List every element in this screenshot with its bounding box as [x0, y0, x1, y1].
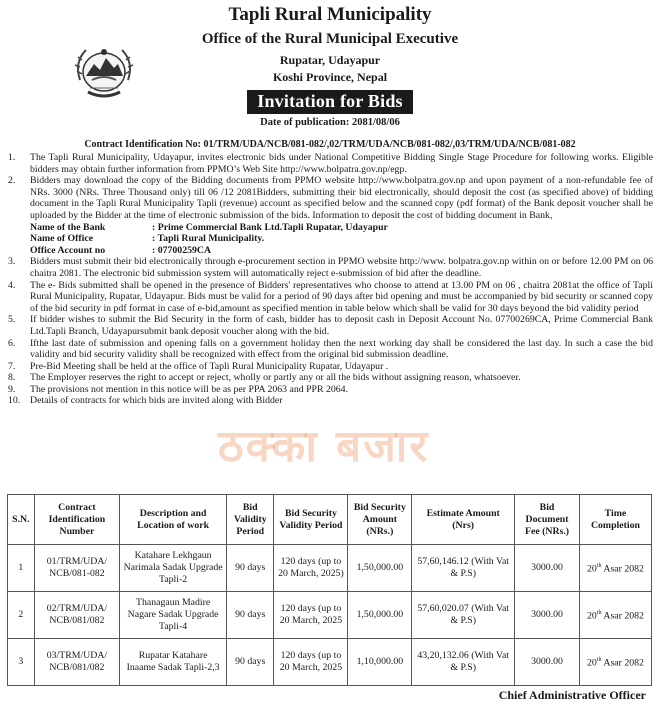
- cell-completion: 20th Asar 2082: [579, 639, 651, 686]
- office-name: Office of the Rural Municipal Executive: [201, 31, 459, 47]
- cell-security-amount: 1,50,000.00: [348, 592, 412, 639]
- office-value: : Tapli Rural Municipality.: [152, 233, 265, 245]
- cell-estimate: 57,60,020.07 (With Vat & P.S): [412, 592, 515, 639]
- watermark: ठक्का बजार: [218, 421, 430, 472]
- contracts-table: [7, 494, 652, 686]
- header-estimate: Estimate Amount (Nrs): [412, 495, 515, 545]
- cell-validity: 90 days: [227, 545, 274, 592]
- header-description: Description and Location of work: [120, 495, 227, 545]
- cell-security-validity: 120 days (up to 20 March, 2025: [274, 592, 348, 639]
- cell-sn: 3: [8, 639, 35, 686]
- cell-sn: 2: [8, 592, 35, 639]
- cell-security-amount: 1,10,000.00: [348, 639, 412, 686]
- table-row: [8, 545, 652, 592]
- cell-description: Thanagaun Madire Nagare Sadak Upgrade Tapli-4: [120, 592, 227, 639]
- signature-title: Chief Administrative Officer: [498, 688, 646, 702]
- bank-value: : Prime Commercial Bank Ltd.Tapli Rupatar, Udayapur: [152, 221, 388, 233]
- notice-header: [0, 0, 660, 140]
- header-bid-validity: Bid Validity Period: [227, 495, 274, 545]
- cell-security-amount: 1,50,000.00: [348, 545, 412, 592]
- notice-item: 6. Ifthe last date of submission and opening falls on a government holiday then the next working day shall be considered the last day. In such a case the bid validity and bid security validity shall be recognized with effect from the original bid submission deadline.: [8, 337, 653, 361]
- notice-item: 4. The e- Bids submitted shall be opened in the presence of Bidders' representatives who choose to attend at 13.00 PM on 06 , chaitra 2081at the office of Tapli Rural Municipality, Rupatar, Udayapur. Bids must be valid for a period of 90 days after bid opening and must be accompanied by bid security or scanned copy of the bid security in pdf format in case of e-bid,amount as specified mention in table below which shall be valid for 30 days beyond the bid validity period: [8, 279, 653, 314]
- bank-details: [30, 222, 653, 257]
- account-value: : 07700259CA: [152, 244, 212, 256]
- cell-estimate: 43,20,132.06 (With Vat & P.S): [412, 639, 515, 686]
- notice-item: 2. Bidders may download the copy of the Bidding documents from PPMO website http://www.bolpatra.gov.np and upon payment of a non-refundable fee of NRs. 3000 (NRs. Three Thousand only) till 06 /12 2081Bidders, submitting their bid electronically, should deposit the cost (as specified above) of bidding document in the Tapli Rural Municipality Tapli (revenue) account as specified below and the scanned copy (pdf format) of the Bank deposit voucher shall be uploaded by the Bidder at the time of electronic submission of the bids. Information to deposit the cost of bidding document in Bank,: [8, 175, 653, 221]
- table-header-row: [8, 495, 652, 545]
- header-security-validity: Bid Security Validity Period: [274, 495, 348, 545]
- cell-fee: 3000.00: [515, 639, 580, 686]
- notice-item: 5. If bidder wishes to submit the Bid Security in the form of cash, bidder has to deposit cash in Deposit Account No. 07700269CA, Prime Commercial Bank Ltd.Tapli Branch, Udayapursubmit bank deposit voucher along with the bid.: [8, 314, 653, 337]
- publication-date: Date of publication: 2081/08/06: [260, 117, 400, 128]
- address-line-1: Rupatar, Udayapur: [279, 53, 381, 67]
- cell-contract: 03/TRM/UDA/ NCB/081/082: [34, 639, 119, 686]
- notice-body: [8, 152, 653, 407]
- cell-contract: 02/TRM/UDA/ NCB/081/082: [34, 592, 119, 639]
- cell-completion: 20th Asar 2082: [579, 592, 651, 639]
- notice-item: 1. The Tapli Rural Municipality, Udayapur, invites electronic bids under National Competitive Bidding Single Stage Procedure for following works. Eligible bidders may obtain further information from PPMO’s Web Site http://www.bolpatra.gov.np/egp.: [8, 152, 653, 175]
- notice-item: 7. Pre-Bid Meeting shall be held at the office of Tapli Rural Municipality Rupatar, Udayapur .: [8, 360, 389, 372]
- header-contract: Contract Identification Number: [34, 495, 119, 545]
- cell-security-validity: 120 days (up to 20 March, 2025: [274, 639, 348, 686]
- cell-description: Katahare Lekhgaun Narimala Sadak Upgrade Tapli-2: [120, 545, 227, 592]
- bank-label: Name of the Bank: [30, 221, 106, 233]
- account-label: Office Account no: [30, 244, 106, 256]
- cell-estimate: 57,60,146.12 (With Vat & P.S): [412, 545, 515, 592]
- cell-security-validity: 120 days (up to 20 March, 2025): [274, 545, 348, 592]
- cell-validity: 90 days: [227, 639, 274, 686]
- notice-item: 10. Details of contracts for which bids are invited along with Bidder: [8, 395, 283, 407]
- notice-item: 9. The provisions not mention in this notice will be as per PPA 2063 and PPR 2064.: [8, 383, 349, 395]
- cell-sn: 1: [8, 545, 35, 592]
- cell-description: Rupatar Katahare Inaame Sadak Tapli-2,3: [120, 639, 227, 686]
- municipality-name: Tapli Rural Municipality: [228, 4, 432, 25]
- notice-item: 3. Bidders must submit their bid electronically through e-procurement section in PPMO website http://www. bolpatra.gov.np within on or before 12.00 PM on 06 chaitra 2081. The electronic bid submission system will automatically reject e-submission of bid after the deadline.: [8, 256, 653, 279]
- contract-identification: Contract Identification No: 01/TRM/UDA/NCB/081-082/,02/TRM/UDA/NCB/081-082/,03/TRM/UDA/NCB/081-082: [84, 139, 576, 150]
- cell-fee: 3000.00: [515, 592, 580, 639]
- notice-item: 8. The Employer reserves the right to accept or reject, wholly or partly any or all the bids without assigning reason, whatsoever.: [8, 372, 521, 384]
- cell-contract: 01/TRM/UDA/ NCB/081-082: [34, 545, 119, 592]
- cell-validity: 90 days: [227, 592, 274, 639]
- table-row: [8, 592, 652, 639]
- header-doc-fee: Bid Document Fee (NRs.): [515, 495, 580, 545]
- header-sn: S.N.: [8, 495, 35, 545]
- address-line-2: Koshi Province, Nepal: [272, 70, 388, 84]
- table-row: [8, 639, 652, 686]
- cell-completion: 20th Asar 2082: [579, 545, 651, 592]
- notice-title: Invitation for Bids: [247, 90, 413, 114]
- header-completion: Time Completion: [579, 495, 651, 545]
- header-security-amount: Bid Security Amount (NRs.): [348, 495, 412, 545]
- office-label: Name of Office: [30, 233, 94, 245]
- cell-fee: 3000.00: [515, 545, 580, 592]
